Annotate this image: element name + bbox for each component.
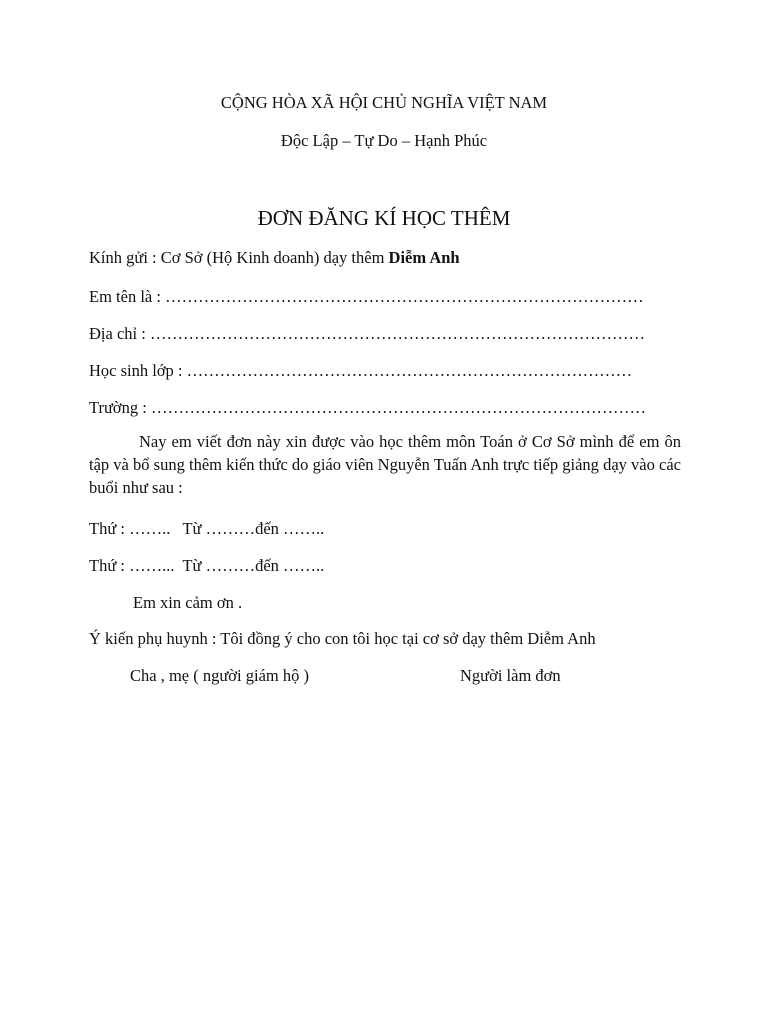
motto: Độc Lập – Tự Do – Hạnh Phúc [280, 131, 488, 150]
recipient-line [89, 248, 460, 268]
document-title: ĐƠN ĐĂNG KÍ HỌC THÊM [257, 206, 511, 230]
parent-opinion: Ý kiến phụ huynh : Tôi đồng ý cho con tôi học tại cơ sở dạy thêm Diễm Anh [89, 629, 596, 648]
field-name: Em tên là : …………………………………………………………………………… [89, 287, 644, 306]
schedule-row-2: Thứ : ……... Từ ………đến …….. [89, 556, 325, 575]
field-address: Địa chỉ : ……………………………………………………………………………… [89, 324, 645, 343]
signature-applicant-label: Người làm đơn [460, 666, 561, 685]
field-school: Trường : ……………………………………………………………………………… [89, 398, 646, 417]
recipient-name: Diễm Anh [388, 248, 460, 267]
request-paragraph: Nay em viết đơn này xin được vào học thêm môn Toán ở Cơ Sở mình để em ôn tập và bổ sung thêm kiến thức do giáo viên Nguyễn Tuấn Anh trực tiếp giảng dạy vào các buổi như sau : [89, 432, 681, 497]
field-class: Học sinh lớp : ……………………………………………………………………… [89, 361, 633, 380]
recipient-prefix: Kính gửi : Cơ Sở (Hộ Kinh doanh) dạy thêm [89, 248, 389, 267]
schedule-row-1: Thứ : …….. Từ ………đến …….. [89, 519, 325, 538]
signature-parent-label: Cha , mẹ ( người giám hộ ) [130, 666, 309, 685]
nation-header: CỘNG HÒA XÃ HỘI CHỦ NGHĨA VIỆT NAM [220, 93, 548, 112]
thanks-line: Em xin cảm ơn . [133, 593, 243, 612]
